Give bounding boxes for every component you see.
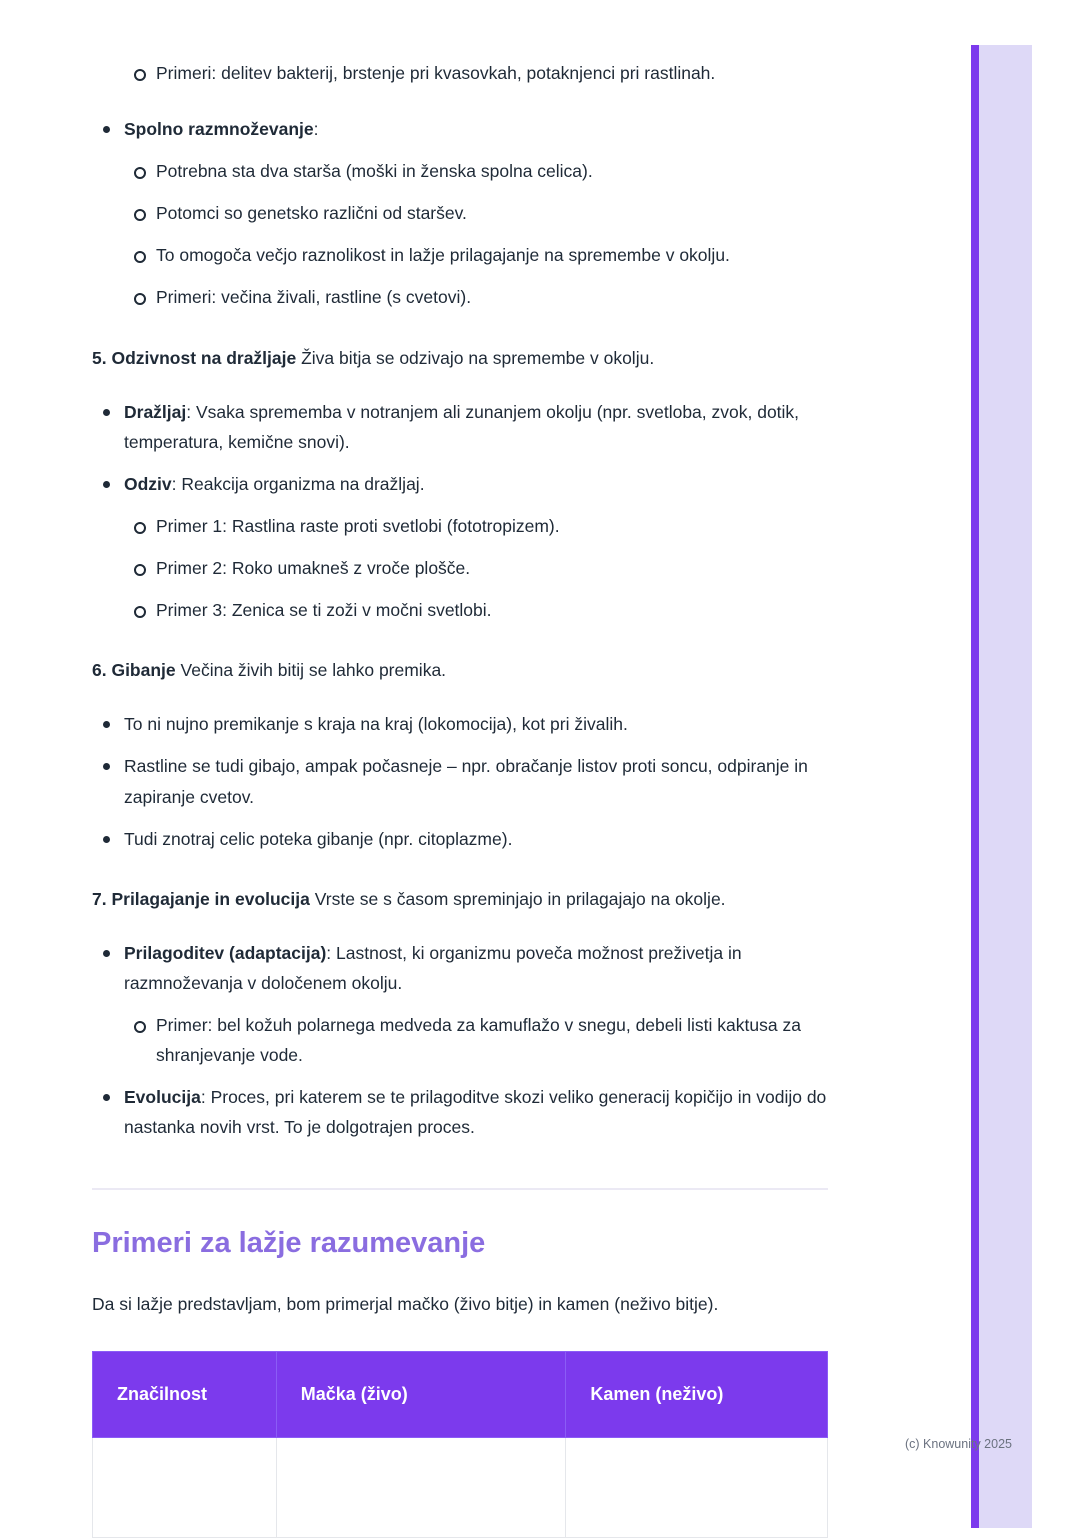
- bold-lead: Prilagoditev (adaptacija): [124, 942, 327, 963]
- list-item-text: Rastline se tudi gibajo, ampak počasneje – npr. obračanje listov proti soncu, odpiranje in zapiranje cvetov.: [124, 756, 808, 807]
- list-item-text: Primeri: večina živali, rastline (s cvetovi).: [156, 287, 472, 308]
- scrollbar-track[interactable]: [979, 45, 1032, 1528]
- section-number-title: 5. Odzivnost na dražljaje: [92, 347, 297, 368]
- section-7-list: [92, 938, 828, 1143]
- list-item-text: Potrebna sta dva starša (moški in ženska spolna celica).: [156, 161, 593, 182]
- list-item-text: :: [313, 119, 319, 140]
- list-item: [92, 397, 828, 457]
- copyright-notice: (c) Knowunity 2025: [904, 1437, 1012, 1451]
- sexual-reproduction-sublist: [124, 156, 828, 312]
- section-5-list: [92, 397, 828, 626]
- section-7-heading: [92, 884, 828, 914]
- section-lead-text: Živa bitja se odzivajo na spremembe v okolju.: [296, 347, 655, 368]
- list-item: [124, 553, 828, 583]
- list-item-text: Tudi znotraj celic poteka gibanje (npr. citoplazme).: [124, 828, 513, 849]
- section-number-title: 7. Prilagajanje in evolucija: [92, 888, 310, 909]
- list-item: [124, 1010, 828, 1070]
- list-item: [124, 511, 828, 541]
- table-cell: [276, 1438, 566, 1538]
- list-item: [92, 114, 828, 312]
- table-row: [93, 1438, 828, 1538]
- list-item: [124, 198, 828, 228]
- sexual-reproduction-list: [92, 114, 828, 312]
- carryover-sublist: [92, 58, 828, 88]
- bold-lead: Spolno razmnoževanje: [124, 119, 314, 140]
- list-item: [124, 58, 828, 88]
- list-item-text: : Lastnost, ki organizmu poveča možnost preživetja in razmnoževanja v določenem okolju.: [124, 942, 742, 993]
- section-lead-text: Večina živih bitij se lahko premika.: [175, 660, 447, 681]
- section-lead-text: Vrste se s časom spreminjajo in prilagajajo na okolje.: [309, 888, 726, 909]
- table-header-characteristic: Značilnost: [93, 1352, 277, 1438]
- list-item: [124, 595, 828, 625]
- table-header-stone: Kamen (neživo): [566, 1352, 828, 1438]
- list-item-text: Potomci so genetsko različni od staršev.: [156, 203, 467, 224]
- document-content: [92, 0, 828, 1538]
- list-item-text: : Proces, pri katerem se te prilagoditve skozi veliko generacij kopičijo in vodijo do nastanka novih vrst. To je dolgotrajen proces.: [124, 1087, 827, 1138]
- table-header-row: [93, 1352, 828, 1438]
- list-item: [92, 824, 828, 854]
- bold-lead: Dražljaj: [124, 401, 187, 422]
- section-6-list: [92, 709, 828, 853]
- adaptation-examples-sublist: [124, 1010, 828, 1070]
- list-item-text: Primer 3: Zenica se ti zoži v močni svetlobi.: [156, 600, 492, 621]
- response-examples-sublist: [124, 511, 828, 625]
- list-item-text: Primer: bel kožuh polarnega medveda za kamuflažo v snegu, debeli listi kaktusa za shranjevanje vode.: [156, 1014, 801, 1066]
- comparison-table: [92, 1351, 828, 1538]
- examples-section-title: Primeri za lažje razumevanje: [92, 1227, 486, 1260]
- list-item-text: Primer 1: Rastlina raste proti svetlobi (fototropizem).: [156, 515, 560, 536]
- scrollbar-thumb[interactable]: [971, 45, 979, 1528]
- list-item-text: Primeri: delitev bakterij, brstenje pri kvasovkah, potaknjenci pri rastlinah.: [156, 63, 716, 83]
- list-item: [124, 282, 828, 312]
- list-item-text: : Reakcija organizma na dražljaj.: [171, 473, 425, 494]
- list-item: [124, 156, 828, 186]
- list-item: [92, 469, 828, 625]
- list-item-text: To omogoča večjo raznolikost in lažje prilagajanje na spremembe v okolju.: [156, 245, 730, 266]
- list-item: [92, 751, 828, 811]
- section-6-heading: [92, 655, 828, 685]
- section-number-title: 6. Gibanje: [92, 660, 176, 681]
- list-item-text: Primer 2: Roko umakneš z vroče plošče.: [156, 558, 471, 579]
- table-header-cat: Mačka (živo): [276, 1352, 566, 1438]
- list-item: [124, 240, 828, 270]
- list-item: [92, 938, 828, 1070]
- list-item-text: : Vsaka sprememba v notranjem ali zunanjem okolju (npr. svetloba, zvok, dotik, temperatura, kemične snovi).: [124, 401, 800, 452]
- list-item-text: To ni nujno premikanje s kraja na kraj (lokomocija), kot pri živalih.: [124, 714, 628, 735]
- section-divider: [92, 1188, 828, 1190]
- bold-lead: Odziv: [124, 473, 172, 494]
- list-item: [92, 1082, 828, 1142]
- table-cell: [566, 1438, 828, 1538]
- examples-intro-text: Da si lažje predstavljam, bom primerjal mačko (živo bitje) in kamen (neživo bitje).: [92, 1294, 719, 1315]
- section-5-heading: [92, 343, 828, 373]
- table-cell: [93, 1438, 277, 1538]
- list-item: [92, 709, 828, 739]
- bold-lead: Evolucija: [124, 1087, 201, 1108]
